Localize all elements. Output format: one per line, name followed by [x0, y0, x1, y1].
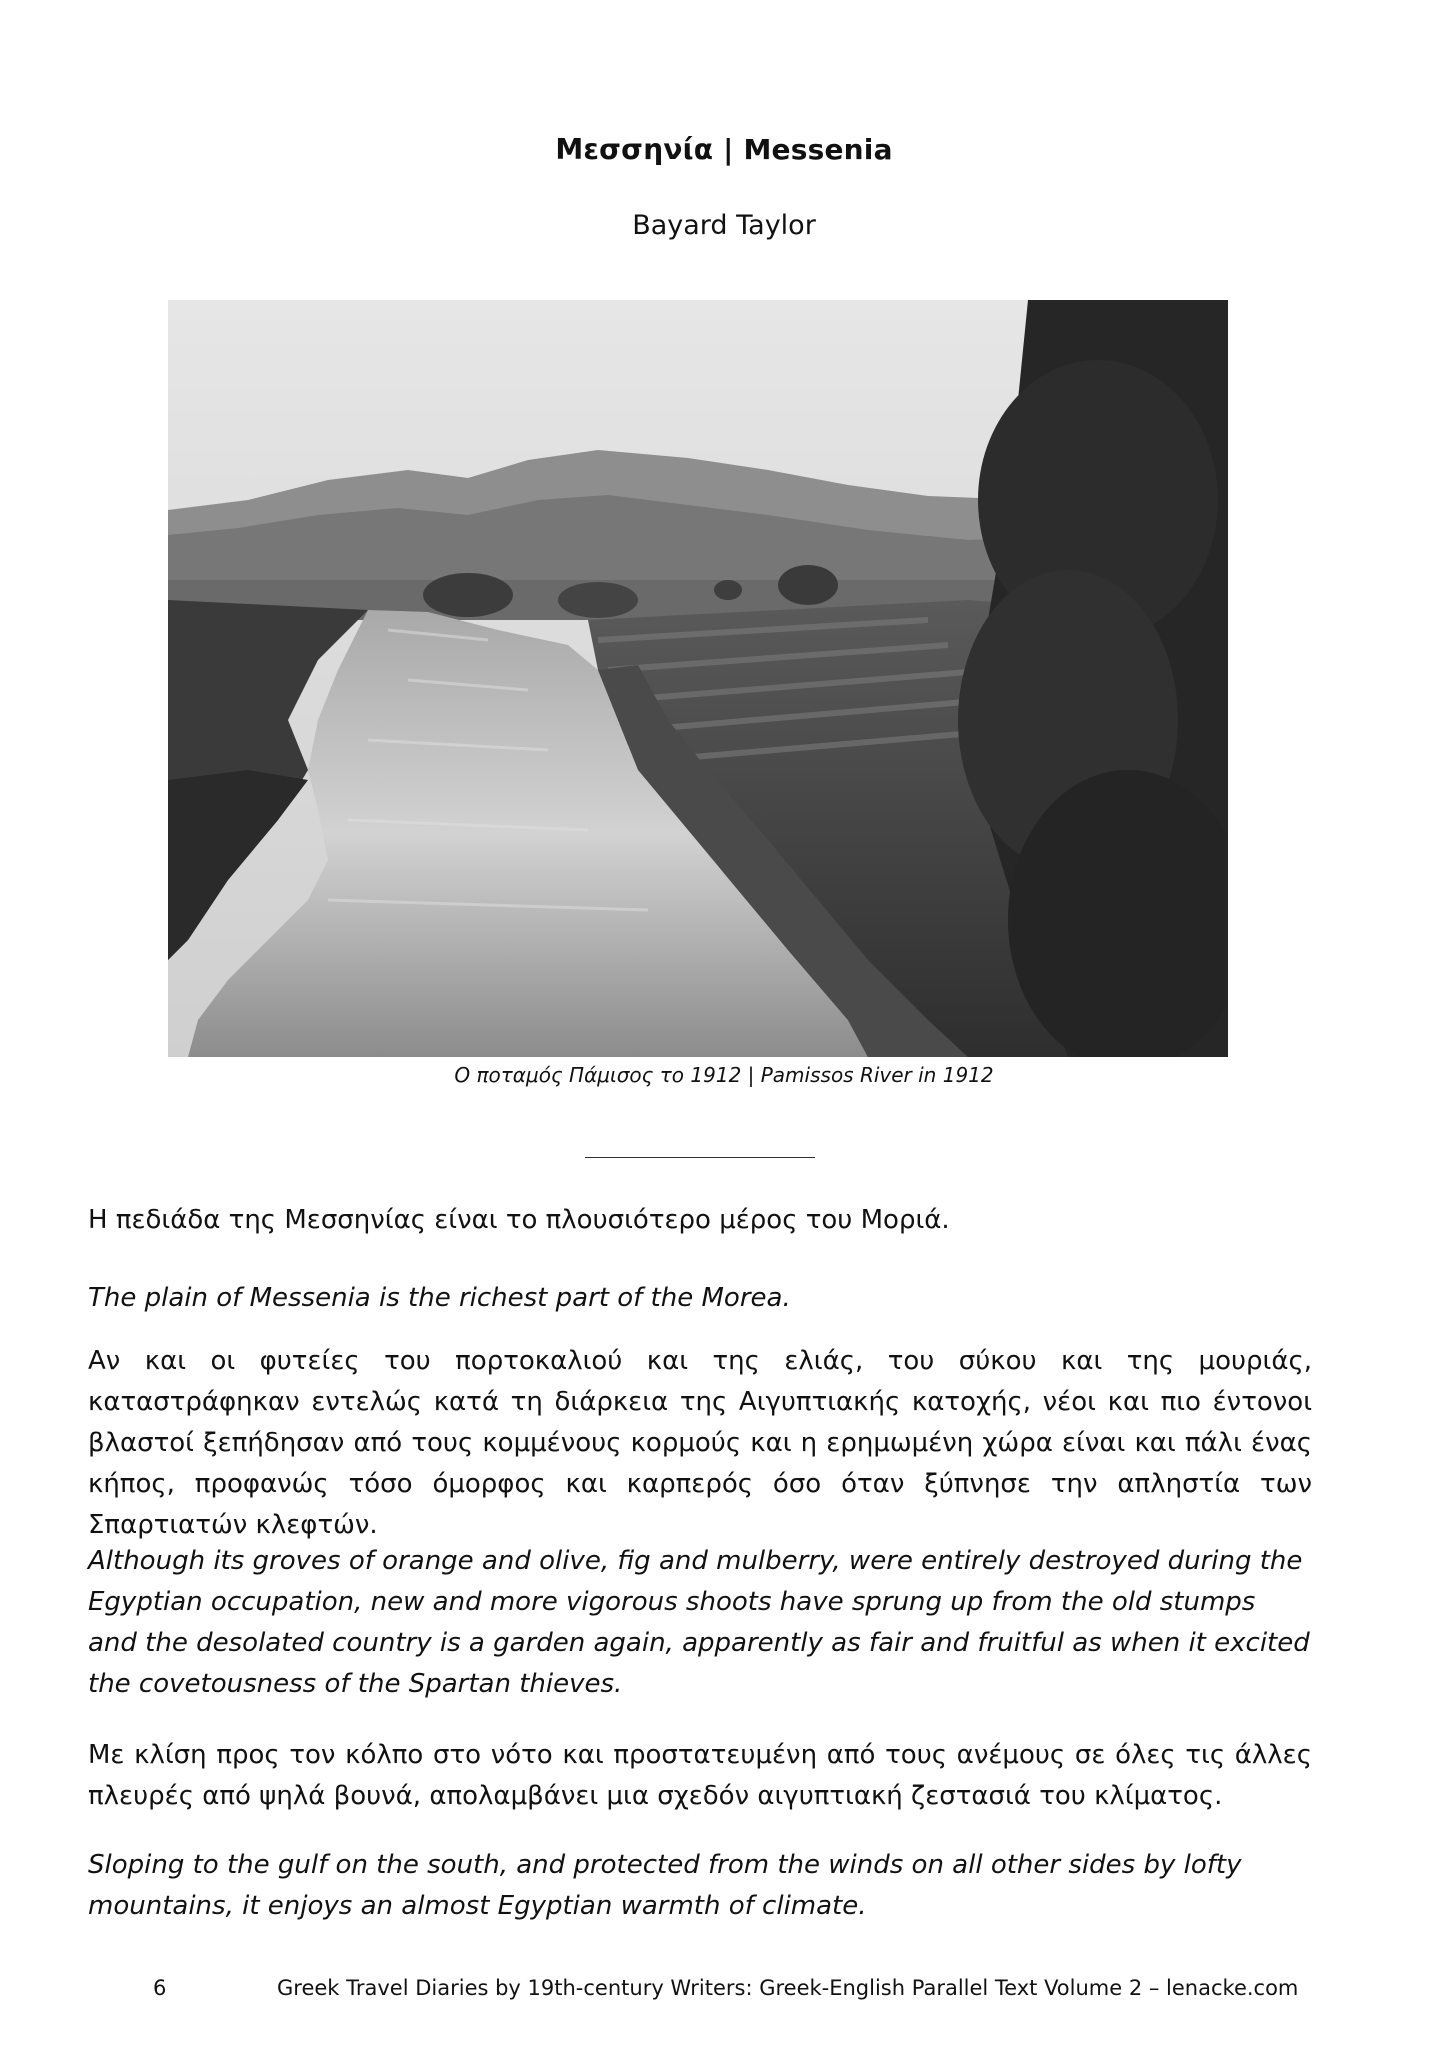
- paragraph-greek-2: Αν και οι φυτείες του πορτοκαλιού και της ελιάς, του σύκου και της μουριάς, καταστράφηκαν εντελώς κατά τη διάρκεια της Αιγυπτιακής κατοχής, νέοι και πιο έντονοι βλαστοί ξεπήδησαν από τους κομμένους κορμούς και η ερημωμένη χώρα είναι και πάλι ένας κήπος, προφανώς τόσο όμορφος και καρπερός όσο όταν ξύπνησε την απληστία των Σπαρτιατών κλεφτών.: [88, 1346, 1312, 1540]
- paragraph-greek-3: Με κλίση προς τον κόλπο στο νότο και προστατευμένη από τους ανέμους σε όλες τις άλλες πλευρές από ψηλά βουνά, απολαμβάνει μια σχεδόν αιγυπτιακή ζεστασιά του κλίματος.: [88, 1740, 1312, 1811]
- page-title: Μεσσηνία | Messenia: [555, 133, 893, 166]
- paragraph-english-2: Although its groves of orange and olive, fig and mulberry, were entirely destroyed during the Egyptian occupation, new and more vigorous shoots have sprung up from the old stumps and the desolated country is a garden again, apparently as fair and fruitful as when it excited the covetousness of the Spartan thieves.: [88, 1546, 1310, 1699]
- footer-text: Greek Travel Diaries by 19th-century Writers: Greek-English Parallel Text Volume 2 – lenacke.com: [277, 1976, 1299, 2000]
- river-photograph: [168, 300, 1228, 1057]
- page-number: 6: [153, 1976, 167, 2000]
- paragraph-english-1: The plain of Messenia is the richest part of the Morea.: [88, 1283, 791, 1313]
- section-divider: [585, 1157, 815, 1158]
- paragraph-greek-1: Η πεδιάδα της Μεσσηνίας είναι το πλουσιότερο μέρος του Μοριά.: [88, 1205, 950, 1235]
- author-name: Bayard Taylor: [632, 210, 816, 241]
- paragraph-english-3: Sloping to the gulf on the south, and protected from the winds on all other sides by lofty mountains, it enjoys an almost Egyptian warmth of climate.: [88, 1850, 1242, 1921]
- figure-caption: Ο ποταμός Πάμισος το 1912 | Pamissos River in 1912: [454, 1063, 994, 1087]
